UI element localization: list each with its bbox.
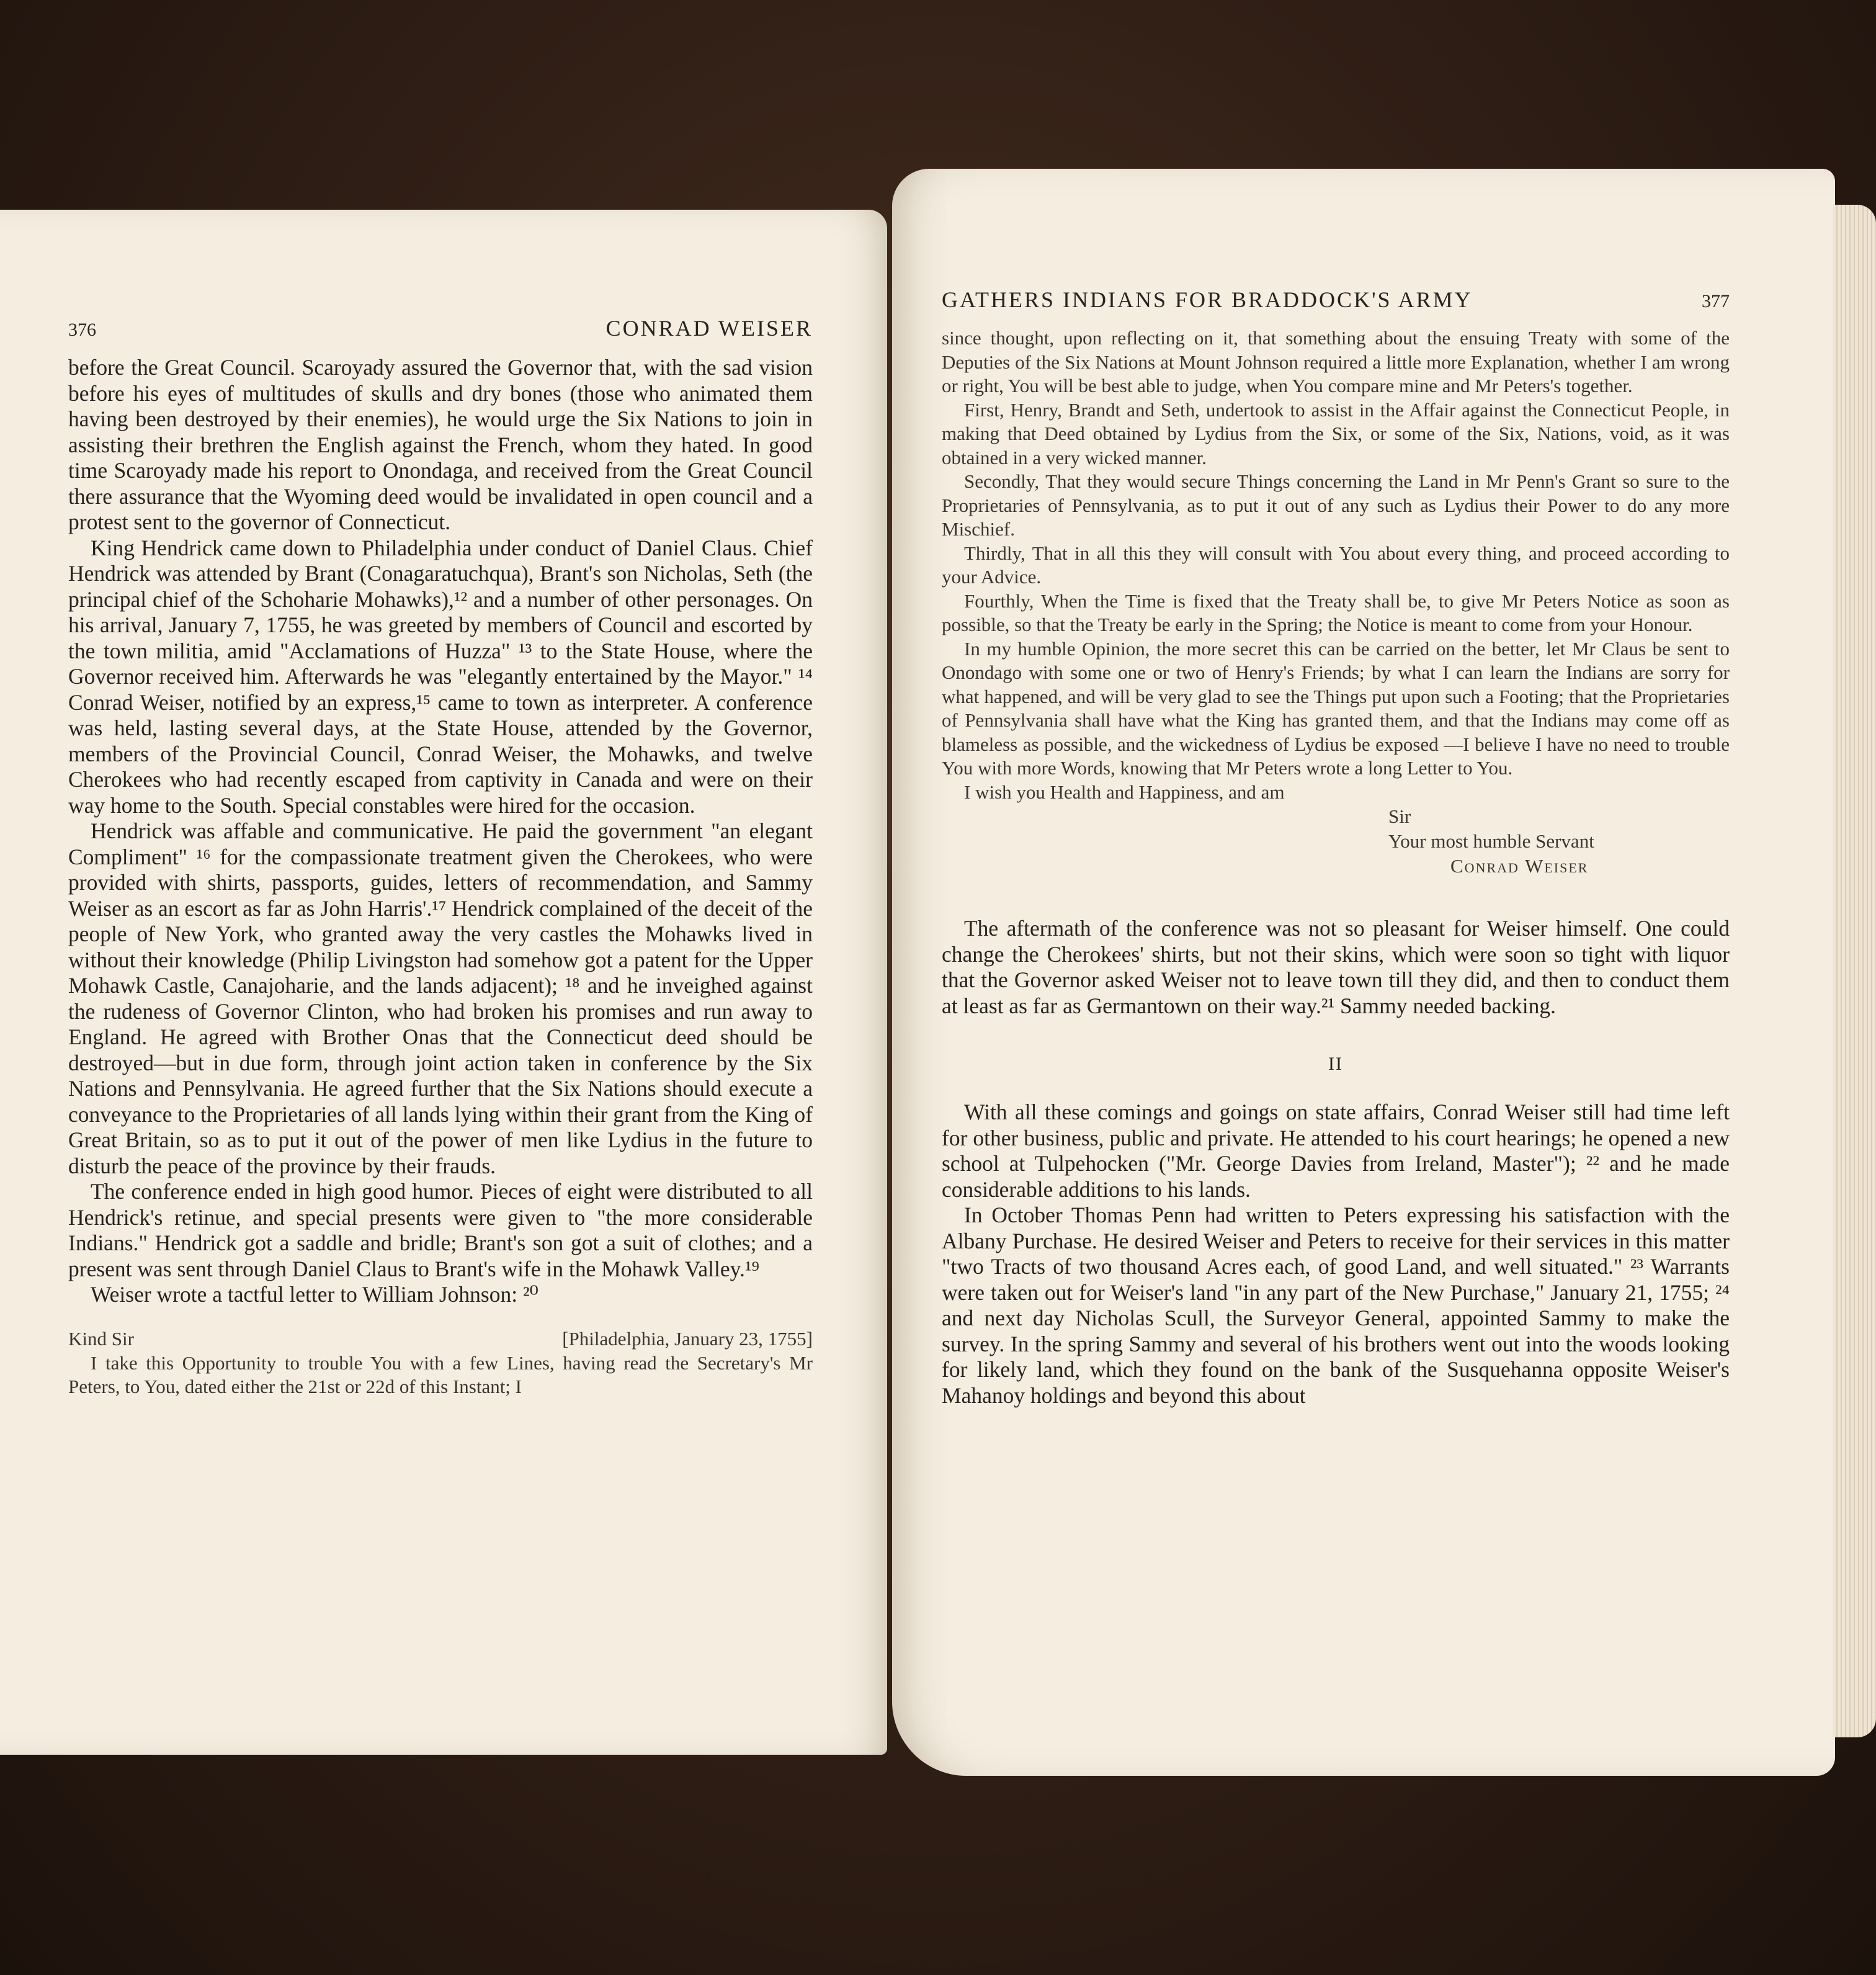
right-running-title: GATHERS INDIANS FOR BRADDOCK'S ARMY xyxy=(942,287,1473,312)
letter-paragraph: I wish you Health and Happiness, and am xyxy=(964,781,1285,803)
right-folio: 377 xyxy=(1702,291,1730,311)
left-paragraph: The conference ended in high good humor. Pieces of eight were distributed to all Hendrick's retinue, and special presents were given to "the more considerable Indians." Hendrick got a saddle and bridle; Brant's son got a suit of clothes; and a present was sent through Daniel Claus to Brant's wife in the Mohawk Valley.¹⁹ xyxy=(68,1179,813,1281)
letter-opening: I take this Opportunity to trouble You with a few Lines, having read the Secretary's Mr Peters, to You, dated either the 21st or 22d of this Instant; I xyxy=(68,1351,813,1397)
left-paragraph: King Hendrick came down to Philadelphia under conduct of Daniel Claus. Chief Hendrick was attended by Brant (Conagaratuchqua), Brant's son Nicholas, Seth (the principal chief of the Schoharie Mohawks),¹² and a number of other personages. On his arrival, January 7, 1755, he was greeted by members of Council and escorted by the town militia, amid "Acclamations of Huzza" ¹³ to the State House, where the Governor received him. Afterwards he was "elegantly entertained by the Mayor." ¹⁴ Conrad Weiser, notified by an express,¹⁵ came to town as interpreter. A conference was held, lasting several days, at the State House, attended by the Governor, members of the Provincial Council, Conrad Weiser, the Mohawks, and twelve Cherokees who had recently escaped from captivity in Canada and were on their way home to the South. Special constables were hired for the occasion. xyxy=(68,535,813,818)
letter-paragraph: Thirdly, That in all this they will consult with You about every thing, and proceed according to your Advice. xyxy=(942,542,1730,588)
right-page xyxy=(892,169,1835,1776)
letter-heading xyxy=(68,1327,813,1351)
left-running-title: CONRAD WEISER xyxy=(605,316,813,341)
section-paragraph: In October Thomas Penn had written to Peters expressing his satisfaction with the Albany Purchase. He desired Weiser and Peters to receive for their services in this matter "two Tracts of two thousand Acres each, of good Land, and well situated." ²³ Warrants were taken out for Weiser's land "in any part of the New Purchase," January 21, 1755; ²⁴ and next day Nicholas Scull, the Surveyor General, appointed Sammy to make the survey. In the spring Sammy and several of his brothers went out into the woods looking for likely land, which they found on the bank of the Susquehanna opposite Weiser's Mahanoy holdings and beyond this about xyxy=(942,1202,1730,1408)
letter-paragraph: First, Henry, Brandt and Seth, undertook to assist in the Affair against the Connecticut People, in making that Deed obtained by Lydius from the Six, or some of the Six, Nations, void, as it was obtained in a very wicked manner. xyxy=(942,398,1730,468)
section-number: II xyxy=(1328,1054,1343,1074)
closing-signature: Conrad Weiser xyxy=(1450,855,1589,877)
left-running-head xyxy=(68,315,813,341)
letter-closing xyxy=(942,804,1730,879)
aftermath-paragraph: The aftermath of the conference was not so pleasant for Weiser himself. One could change the Cherokees' shirts, but not their skins, which were soon so tight with liquor that the Governor asked Weiser not to leave town till they did, and then to conduct them at least as far as Germantown on their way.²¹ Sammy needed backing. xyxy=(942,916,1730,1018)
left-paragraph: before the Great Council. Scaroyady assured the Governor that, with the sad vision before his eyes of multitudes of skulls and dry bones (those who animated them having been destroyed by their enemies), he would urge the Six Nations to join in assisting their brethren the English against the French, whom they hated. In good time Scaroyady made his report to Onondaga, and received from the Great Council there assurance that the Wyoming deed would be invalidated in open council and a protest sent to the governor of Connecticut. xyxy=(68,355,813,534)
left-page xyxy=(0,210,887,1755)
letter-paragraph: Secondly, That they would secure Things concerning the Land in Mr Penn's Grant so sure to the Proprietaries of Pennsylvania, as to put it out of any such as Lydius their Power to do any more Mischief. xyxy=(942,470,1730,540)
left-folio: 376 xyxy=(68,320,96,340)
letter-paragraph: Fourthly, When the Time is fixed that the Treaty shall be, to give Mr Peters Notice as soon as possible, so that the Treaty be early in the Spring; the Notice is meant to come from your Honour. xyxy=(942,589,1730,635)
letter-paragraph: In my humble Opinion, the more secret this can be carried on the better, let Mr Claus be sent to Onondago with some one or two of Henry's Friends; by what I can learn the Indians are sorry for what happened, and will be very glad to see the Things put upon such a Footing; that the Proprietaries of Pennsylvania shall have what the King has granted them, and that the Indians may come off as blameless as possible, and the wickedness of Lydius be exposed —I believe I have no need to trouble You with more Words, knowing that Mr Peters wrote a long Letter to You. xyxy=(942,637,1730,779)
left-paragraph: Hendrick was affable and communicative. He paid the government "an elegant Compliment" ¹⁶ for the compassionate treatment given the Cherokees, who were provided with shirts, passports, guides, letters of recommendation, and Sammy Weiser as an escort as far as John Harris'.¹⁷ Hendrick complained of the deceit of the people of New York, who granted away the very castles the Mohawks lived in without their knowledge (Philip Livingston had somehow got a patent for the Upper Mohawk Castle, Canajoharie, and the lands adjacent); ¹⁸ and he inveighed against the rudeness of Governor Clinton, who had broken his promises and run away to England. He agreed with Brother Onas that the Connecticut deed should be destroyed—but in due form, through joint action taken in conference by the Six Nations and Pennsylvania. He agreed further that the Six Nations should execute a conveyance to the Proprietaries of all lands lying within their grant from the King of Great Britain, so as to put it out of the power of men like Lydius in the future to disturb the peace of the province by their frauds. xyxy=(68,818,813,1178)
left-paragraph: Weiser wrote a tactful letter to William Johnson: ²⁰ xyxy=(91,1282,538,1307)
letter-dateline: [Philadelphia, January 23, 1755] xyxy=(562,1327,813,1350)
letter-salutation: Kind Sir xyxy=(68,1327,134,1350)
spacer xyxy=(942,879,1730,916)
closing-servant: Your most humble Servant xyxy=(1388,830,1594,852)
page-edges xyxy=(1833,205,1876,1737)
right-running-head xyxy=(942,287,1730,313)
closing-sir: Sir xyxy=(1388,805,1411,827)
section-paragraph: With all these comings and goings on state affairs, Conrad Weiser still had time left for other business, public and private. He attended to his court hearings; he opened a new school at Tulpehocken ("Mr. George Davies from Ireland, Master"); ²² and he made considerable additions to his lands. xyxy=(942,1099,1730,1202)
letter-paragraph: since thought, upon reflecting on it, that something about the ensuing Treaty with some of the Deputies of the Six Nations at Mount Johnson required a little more Explanation, whether I am wrong or right, You will be best able to judge, when You compare mine and Mr Peters's together. xyxy=(942,327,1730,396)
